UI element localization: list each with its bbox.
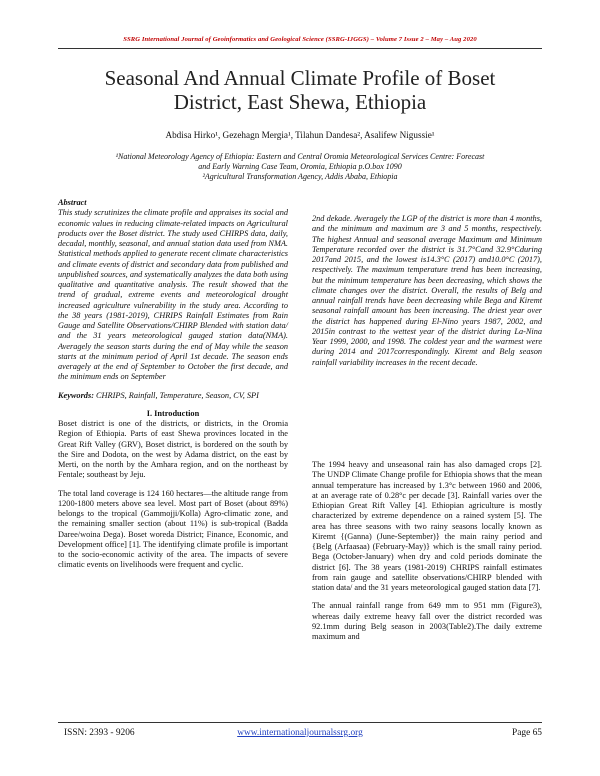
- introduction-heading: I. Introduction: [146, 408, 200, 418]
- abstract-text-left: This study scrutinizes the climate profile and appraises its social and economic values in reducing climate-related impacts on Agricultural products over the Boset district. The study used CHIRPS data, daily, decadal, monthly, seasonal, and annual station data used from NMA. Statistical methods applied to generate recent climate characteristics and climate events of district and secondary data from published and unpublished sources, and systematically analyzes the data both using qualitative and quantitative analysis. The result showed that the trend of gradual, extreme events and meteorological drought increased agriculture vulnerability in the study area. According to the 38 years (1981-2019), CHRIPS Rainfall Estimates from Rain Gauge and Satellite Observations/CHIRP Blended with station data/ and the 31 years meteorological gauged station data(NMA). Averagely the season starts during the end of May while the season starts at the minimum period of April 1st decade. The season ends averagely at the end of September to October the first decade, and the minimum ends on September: [58, 208, 288, 382]
- affiliation-1-line-2: and Early Warning Case Team, Oromia, Ethiopia p.O.box 1090: [198, 162, 402, 171]
- abstract-heading: Abstract: [58, 198, 87, 207]
- footer-page-number: Page 65: [512, 728, 542, 738]
- footer-url-link[interactable]: www.internationaljournalssrg.org: [237, 728, 363, 738]
- right-column-abstract: [312, 214, 542, 368]
- keywords-text: CHRIPS, Rainfall, Temperature, Season, CV, SPI: [93, 390, 259, 400]
- footer-rule: [58, 722, 542, 723]
- left-column: [58, 198, 288, 571]
- header-rule: [58, 48, 542, 49]
- intro-paragraph-1: Boset district is one of the districts, or districts, in the Oromia Region of Ethiopia. Parts of east Shewa provinces located in the Great Rift Valley (GRV), Boset district, is bordered on the south by the Sire and Dodota, on the west by Adama district, on the east by Merti, on the north by the Amhara region, and on the northeast by Fentale; southeast by Jeju.: [58, 419, 288, 480]
- footer-issn: ISSN: 2393 - 9206: [64, 728, 135, 738]
- affiliations: [70, 152, 530, 182]
- journal-header: SSRG International Journal of Geoinformatics and Geological Science (SSRG-IJGGS) – Volume 7 Issue 2 – May – Aug 2020: [123, 36, 477, 43]
- footer-url-wrap: [0, 728, 600, 738]
- abstract-text-right: 2nd dekade. Averagely the LGP of the district is more than 4 months, and the minimum and maximum are 3 and 5 months, respectively. The highest Annual and seasonal average Maximum and Minimum Temperature recorded over the district is 31.7°Cand 32.9°Cduring 2017and 2015, and the lowest is14.3°C (2017) and10.0°C (2017), respectively. The maximum temperature trend has been increasing, but the minimum temperature has been decreasing, which shows the climate changes over the district. Overall, the results of Belg and annual rainfall trends have been decreasing while Bega and Kiremt seasonal rainfall amount has been increasing. The driest year over the district has happened during El-Nino years 1987, 2002, and 2015in contrast to the wettest year of the district during La-Nina Year 1999, 2000, and 1998. The coldest year and the warmest were during 2014 and 2017correspondingly. Kiremt and Belg season rainfall variability increases in the recent decade.: [312, 214, 542, 367]
- author-list: Abdisa Hirko¹, Gezehagn Mergia¹, Tilahun Dandesa², Asalifew Nigussie¹: [165, 130, 435, 140]
- affiliation-2: ²Agricultural Transformation Agency, Addis Ababa, Ethiopia: [202, 172, 398, 181]
- affiliation-1-line-1: ¹National Meteorology Agency of Ethiopia: Eastern and Central Oromia Meteorological Services Centre: Forecast: [115, 152, 485, 161]
- keywords: [58, 391, 288, 401]
- intro-paragraph-4: The annual rainfall range from 649 mm to 951 mm (Figure3), whereas daily extreme heavy fall over the district recorded was 92.1mm during Belg season in 2003(Table2).The daily extreme maximum and: [312, 601, 542, 641]
- keywords-heading: Keywords:: [58, 390, 94, 400]
- title-line-1: Seasonal And Annual Climate Profile of Boset: [104, 66, 496, 90]
- intro-paragraph-3: The 1994 heavy and unseasonal rain has also damaged crops [2]. The UNDP Climate Change profile for Ethiopia shows that the mean annual temperature has increased by 1.3°c between 1960 and 2006, at an average rate of 0.28°c per decade [3]. Rainfall varies over the Ethiopian Great Rift Valley [4]. Ethiopian agriculture is mostly characterized by extreme dependence on a rained system [5]. The area has three seasons with two rainy seasons locally known as Kiremt {(Ganna) (June-September)} the main rainy period and {Belg (Arfaasaa) (February-May)} which is the small rainy period. Bega (October-January) when dry and cold periods dominate the district [6]. The 38 years (1981-2019) CHRIPS rainfall estimates from rain gauge and satellite observations/CHIRP blended with station data/ and the 31 years meteorological gauged station data [7].: [312, 460, 542, 592]
- title-line-2: District, East Shewa, Ethiopia: [173, 90, 427, 114]
- paper-title: [60, 66, 540, 114]
- right-column-intro: [312, 460, 542, 642]
- intro-paragraph-2: The total land coverage is 124 160 hectares—the altitude range from 1200-1800 meters above sea level. Most part of Boset (about 89%) belongs to the tropical (Gammojji/Kolla) Agro-climatic zone, and the remaining smaller section (about 11%) is sub-tropical (Badda Daree/woina Dega). Boset woreda District; Finance, Economic, and Development office] [1]. The identifying climate profile is important to the socio-economic activity of the area. The impacts of severe climatic events on livelihoods were frequent and cyclic.: [58, 488, 288, 570]
